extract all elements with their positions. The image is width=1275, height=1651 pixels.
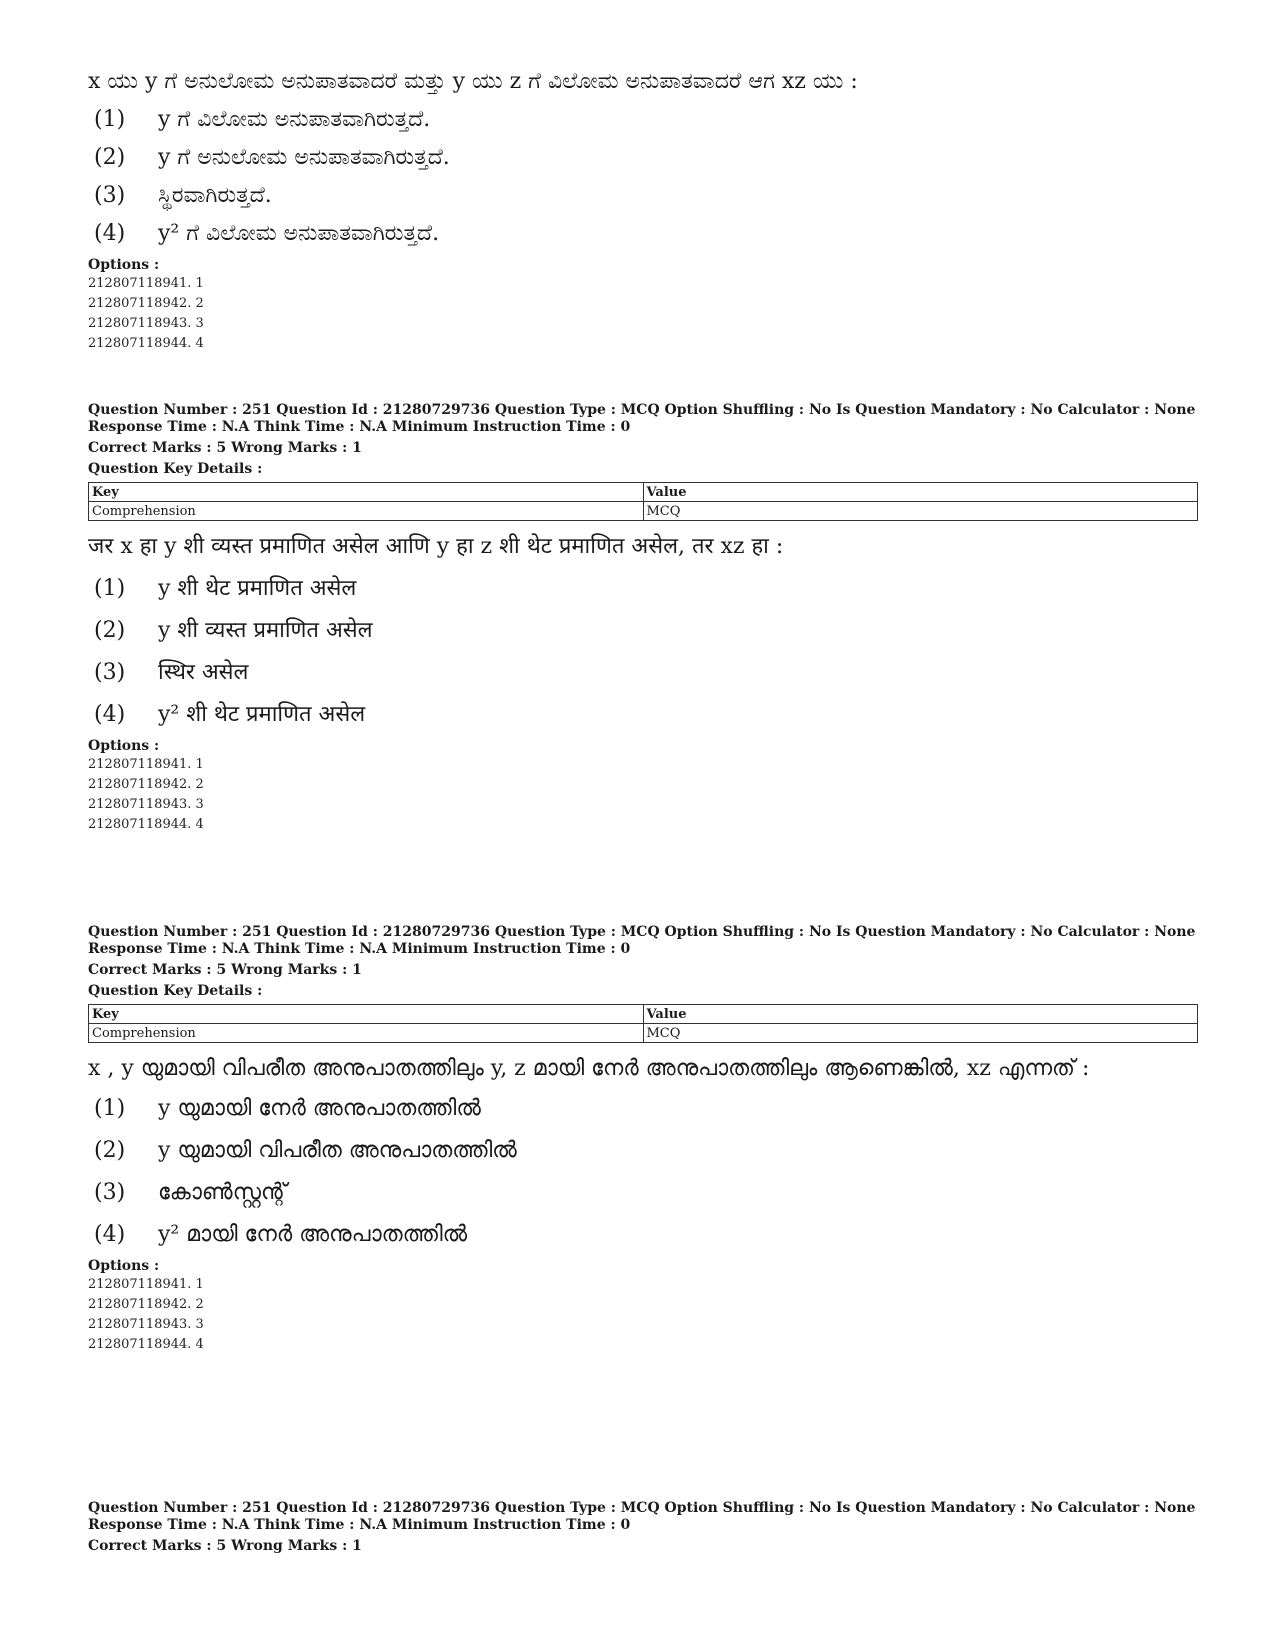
question-marks: Correct Marks : 5 Wrong Marks : 1 — [88, 962, 362, 978]
option-2: (2) y शी व्यस्त प्रमाणित असेल — [94, 618, 373, 643]
table-cell-value: MCQ — [643, 502, 1198, 521]
option-id: 212807118942. 2 — [88, 296, 204, 311]
options-label: Options : — [88, 257, 160, 273]
option-id: 212807118944. 4 — [88, 1337, 204, 1352]
question-marks: Correct Marks : 5 Wrong Marks : 1 — [88, 440, 362, 456]
option-3: (3) स्थिर असेल — [94, 660, 249, 685]
option-3: (3) കോൺസ്റ്റന്റ് — [94, 1180, 287, 1205]
question-key-details-label: Question Key Details : — [88, 983, 263, 999]
option-1: (1) y शी थेट प्रमाणित असेल — [94, 576, 357, 601]
table-cell-key: Comprehension — [89, 502, 644, 521]
options-label: Options : — [88, 1258, 160, 1274]
options-label: Options : — [88, 738, 160, 754]
question-meta-line: Question Number : 251 Question Id : 21280729736 Question Type : MCQ Option Shuffling : No Is Question Mandatory : No Calculator : None — [88, 1500, 1196, 1516]
table-header-value: Value — [643, 1005, 1198, 1024]
question-key-details-label: Question Key Details : — [88, 461, 263, 477]
option-id: 212807118943. 3 — [88, 797, 204, 812]
option-id: 212807118941. 1 — [88, 757, 204, 772]
option-4: (4) y² ಗೆ ವಿಲೋಮ ಅನುಪಾತವಾಗಿರುತ್ತದೆ. — [94, 221, 440, 246]
key-value-table — [88, 1004, 1198, 1043]
table-cell-key: Comprehension — [89, 1024, 644, 1043]
question-meta-footer — [88, 1500, 1198, 1555]
option-id: 212807118942. 2 — [88, 777, 204, 792]
table-cell-value: MCQ — [643, 1024, 1198, 1043]
option-id: 212807118943. 3 — [88, 316, 204, 331]
option-id: 212807118941. 1 — [88, 1277, 204, 1292]
option-4: (4) y² शी थेट प्रमाणित असेल — [94, 702, 366, 727]
question-marathi — [88, 402, 1198, 835]
option-4: (4) y² മായി നേർ അനുപാതത്തിൽ — [94, 1222, 468, 1247]
question-meta-line: Question Number : 251 Question Id : 21280729736 Question Type : MCQ Option Shuffling : No Is Question Mandatory : No Calculator : None — [88, 402, 1196, 418]
option-1: (1) y ಗೆ ವಿಲೋಮ ಅನುಪಾತವಾಗಿರುತ್ತದೆ. — [94, 107, 431, 132]
option-id: 212807118944. 4 — [88, 817, 204, 832]
question-stem: जर x हा y शी व्यस्त प्रमाणित असेल आणि y हा z शी थेट प्रमाणित असेल, तर xz हा : — [88, 534, 784, 559]
option-2: (2) y യുമായി വിപരീത അനുപാതത്തിൽ — [94, 1138, 517, 1163]
question-meta-line: Response Time : N.A Think Time : N.A Minimum Instruction Time : 0 — [88, 941, 631, 957]
question-stem: x , y യുമായി വിപരീത അനുപാതത്തിലും y, z മായി നേർ അനുപാതത്തിലും ആണെങ്കിൽ, xz എന്നത് : — [88, 1056, 1090, 1081]
option-id: 212807118941. 1 — [88, 276, 204, 291]
option-3: (3) ಸ್ಥಿರವಾಗಿರುತ್ತದೆ. — [94, 183, 272, 208]
question-meta-line: Response Time : N.A Think Time : N.A Minimum Instruction Time : 0 — [88, 419, 631, 435]
table-header-key: Key — [89, 1005, 644, 1024]
question-stem: x ಯು y ಗೆ ಅನುಲೋಮ ಅನುಪಾತವಾದರೆ ಮತ್ತು y ಯು z ಗೆ ವಿಲೋಮ ಅನುಪಾತವಾದರೆ ಆಗ xz ಯು : — [88, 69, 858, 94]
option-id: 212807118942. 2 — [88, 1297, 204, 1312]
question-malayalam — [88, 924, 1198, 1355]
question-meta-line: Response Time : N.A Think Time : N.A Minimum Instruction Time : 0 — [88, 1517, 631, 1533]
option-id: 212807118944. 4 — [88, 336, 204, 351]
option-id: 212807118943. 3 — [88, 1317, 204, 1332]
question-meta-line: Question Number : 251 Question Id : 21280729736 Question Type : MCQ Option Shuffling : No Is Question Mandatory : No Calculator : None — [88, 924, 1196, 940]
table-header-value: Value — [643, 483, 1198, 502]
key-value-table — [88, 482, 1198, 521]
table-header-key: Key — [89, 483, 644, 502]
option-2: (2) y ಗೆ ಅನುಲೋಮ ಅನುಪಾತವಾಗಿರುತ್ತದೆ. — [94, 145, 450, 170]
question-kannada — [88, 66, 1198, 354]
option-1: (1) y യുമായി നേർ അനുപാതത്തിൽ — [94, 1096, 481, 1121]
question-marks: Correct Marks : 5 Wrong Marks : 1 — [88, 1538, 362, 1554]
